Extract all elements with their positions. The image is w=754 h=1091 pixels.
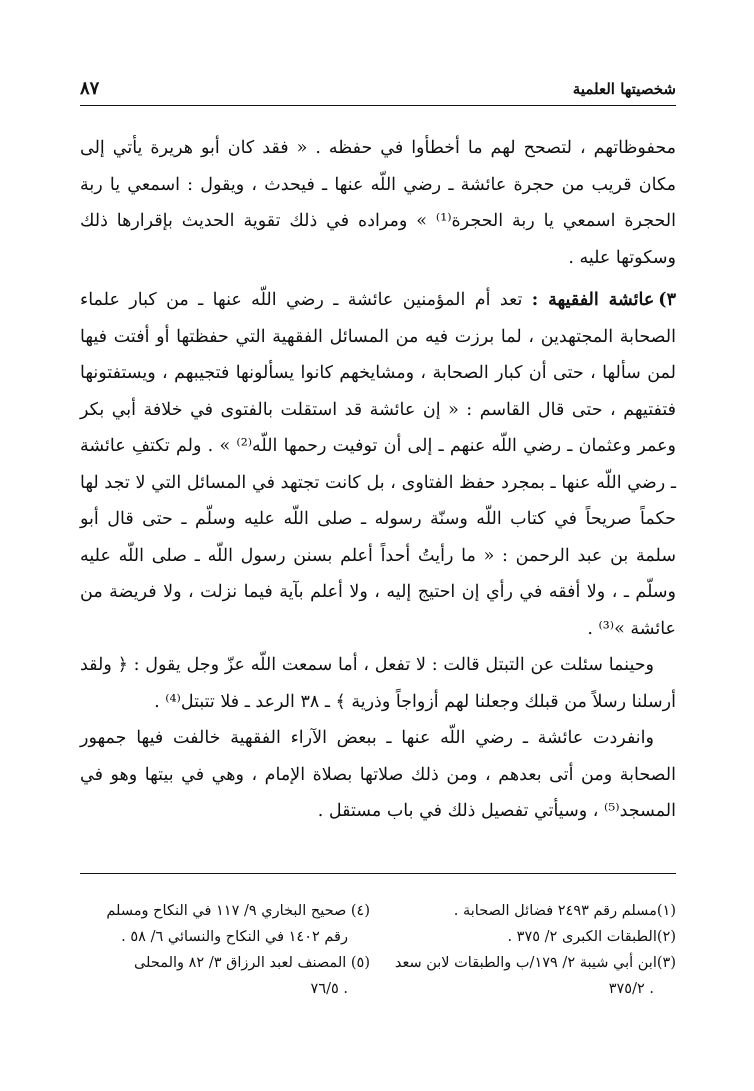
page-header xyxy=(80,78,676,104)
header-divider xyxy=(80,105,676,106)
page-number: ٨٧ xyxy=(80,78,100,99)
section-text: تعد أم المؤمنين عائشة ـ رضي اللّه عنها ـ من كبار علماء الصحابة المجتهدين ، لما برزت فيه من المسائل الفقهية التي حفظتها أو أفتت فيها لمن سألها ، حتى أن كبار الصحابة ، ومشايخهم كانوا يسألونها فتجيبهم ، ويستفتونها فتفتيهم ، حتى قال القاسم : « إن عائشة قد استقلت بالفتوى في خلافة أبي بكر وعمر وعثمان ـ رضي اللّه عنهم ـ إلى أن توفيت رحمها اللّه⁽²⁾ » . ولم تكتفِ عائشة ـ رضي اللّه عنها ـ بمجرد حفظ الفتاوى ، بل كانت تجتهد في المسائل التي لا تجد لها حكماً صريحاً في كتاب اللّه وسنّة رسوله ـ صلى اللّه عليه وسلّم ـ حتى قال أبو سلمة بن عبد الرحمن : « ما رأيتُ أحداً أعلم بسنن رسول اللّه ـ صلى اللّه عليه وسلّم ـ ، ولا أفقه في رأي إن احتيج إليه ، ولا أعلم بآية فيما نزلت ، ولا فريضة من عائشة »⁽³⁾ . xyxy=(80,290,676,639)
footnote-5-continued: . ٧٦/٥ xyxy=(310,981,348,997)
section-heading: عائشة الفقيهة : xyxy=(531,290,655,310)
footnote-3-continued: . ٣٧٥/٢ xyxy=(608,981,654,997)
section-number: ٣) xyxy=(658,290,676,310)
paragraph-3: وحينما سئلت عن التبتل قالت : لا تفعل ، أما سمعت اللّه عزّ وجل يقول : ﴿ ولقد أرسلنا رسلاً من قبلك وجعلنا لهم أزواجاً وذرية ﴾ ـ ٣٨ الرعد ـ فلا تتبتل⁽⁴⁾ . xyxy=(80,655,676,712)
footnote-4-continued: رقم ١٤٠٢ في النكاح والنسائي ٦/ ٥٨ . xyxy=(121,929,348,945)
footnote-1: (١)مسلم رقم ٢٤٩٣ فضائل الصحابة . xyxy=(453,903,676,919)
footnote-2: (٢)الطبقات الكبرى ٢/ ٣٧٥ . xyxy=(507,929,676,945)
main-text xyxy=(80,130,676,830)
footnote-4: (٤) صحيح البخاري ٩/ ١١٧ في النكاح ومسلم xyxy=(106,903,370,919)
footnote-divider xyxy=(80,873,676,874)
paragraph-1: محفوظاتهم ، لتصحح لهم ما أخطأوا في حفظه . « فقد كان أبو هريرة يأتي إلى مكان قريب من حجرة عائشة ـ رضي اللّه عنها ـ فيحدث ، ويقول : اسمعي يا ربة الحجرة اسمعي يا ربة الحجرة⁽¹⁾ » ومراده في ذلك تقوية الحديث بإقرارها ذلك وسكوتها عليه . xyxy=(80,138,676,268)
footnotes-right-column xyxy=(386,898,676,1002)
paragraph-2 xyxy=(80,282,676,647)
footnote-3: (٣)ابن أبي شيبة ٢/ ١٧٩/ب والطبقات لابن سعد xyxy=(394,955,676,971)
footnote-5: (٥) المصنف لعبد الرزاق ٣/ ٨٢ والمحلى xyxy=(133,955,370,971)
running-title: شخصيتها العلمية xyxy=(572,80,676,98)
paragraph-4: وانفردت عائشة ـ رضي اللّه عنها ـ ببعض الآراء الفقهية خالفت فيها جمهور الصحابة ومن أتى بعدهم ، ومن ذلك صلاتها بصلاة الإمام ، وهي في بيتها وهو في المسجد⁽⁵⁾ ، وسيأتي تفصيل ذلك في باب مستقل . xyxy=(80,728,676,821)
footnotes xyxy=(80,898,676,1002)
footnotes-left-column xyxy=(80,898,370,1002)
